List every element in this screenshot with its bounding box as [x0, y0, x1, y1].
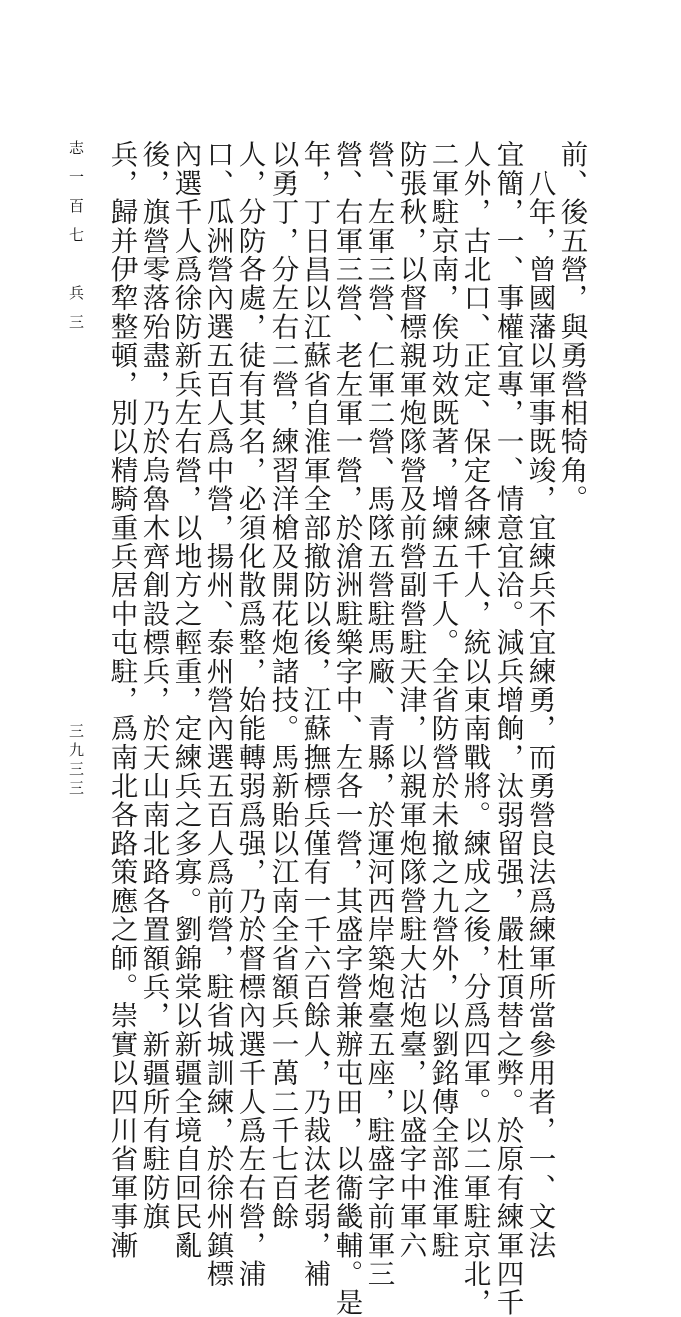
- text-column-1: 前、後五營，與勇營相犄角。: [555, 140, 588, 514]
- text-column-11: 人，分防各處，徒有其名，必須化散爲整，始能轉弱爲强，乃於督標內選千人爲左右營，浦: [233, 140, 266, 1288]
- text-column-9: 年，丁日昌以江蘇省自淮軍全部撤防以後，江蘇撫標兵僅有一千六百餘人，乃裁汰老弱，補: [298, 140, 331, 1288]
- text-column-13: 內選千人爲徐防新兵左右營，以地方之輕重，定練兵之多寡。劉錦棠以新疆全境自回民亂: [169, 140, 202, 1260]
- text-column-8: 營、右軍三營、老左軍一營，於滄洲駐樂字中、左各一營，其盛字營兼辦屯田，以衞畿輔。是: [330, 140, 363, 1317]
- text-column-2: 八年，曾國藩以軍事既竣，宜練兵不宜練勇，而勇營良法爲練軍所當參用者，一、文法: [523, 140, 556, 1260]
- running-title: 志一百七 兵三: [67, 140, 85, 343]
- text-column-5: 二軍駐京南，俟功效既著，增練五千人。全省防營於未撤之九營外，以劉銘傳全部淮軍駐: [426, 140, 459, 1260]
- text-column-6: 防張秋，以督標親軍炮隊營及前營副營駐天津，以親軍炮隊營駐大沽炮臺，以盛字中軍六: [394, 140, 427, 1260]
- text-column-7: 營、左軍三營、仁軍二營、馬隊五營駐馬廠、青縣，於運河西岸築炮臺五座，駐盛字前軍三: [362, 140, 395, 1288]
- text-column-10: 以勇丁，分左右二營，練習洋槍及開花炮諸技。馬新貽以江南全省額兵一萬二千七百餘: [266, 140, 299, 1231]
- text-column-3: 宜簡，一、事權宜專，一、情意宜洽。減兵增餉，汰弱留强，嚴杜頂替之弊。於原有練軍四千: [491, 140, 524, 1317]
- page-number: 三九三三: [67, 723, 85, 799]
- text-column-12: 口、瓜洲營內選五百人爲中營，揚州、泰州營內選五百人爲前營，駐省城訓練，於徐州鎮標: [201, 140, 234, 1288]
- text-column-15: 兵，歸并伊犂整頓，別以精騎重兵居中屯駐，爲南北各路策應之師。崇實以四川省軍事漸: [105, 140, 138, 1260]
- text-column-4: 人外，古北口、正定、保定各練千人，統以東南戰將。練成之後，分爲四軍。以二軍駐京北，: [458, 140, 491, 1317]
- text-column-14: 後，旗營零落殆盡，乃於烏魯木齊創設標兵，於天山南北路各置額兵，新疆所有駐防旗: [137, 140, 170, 1231]
